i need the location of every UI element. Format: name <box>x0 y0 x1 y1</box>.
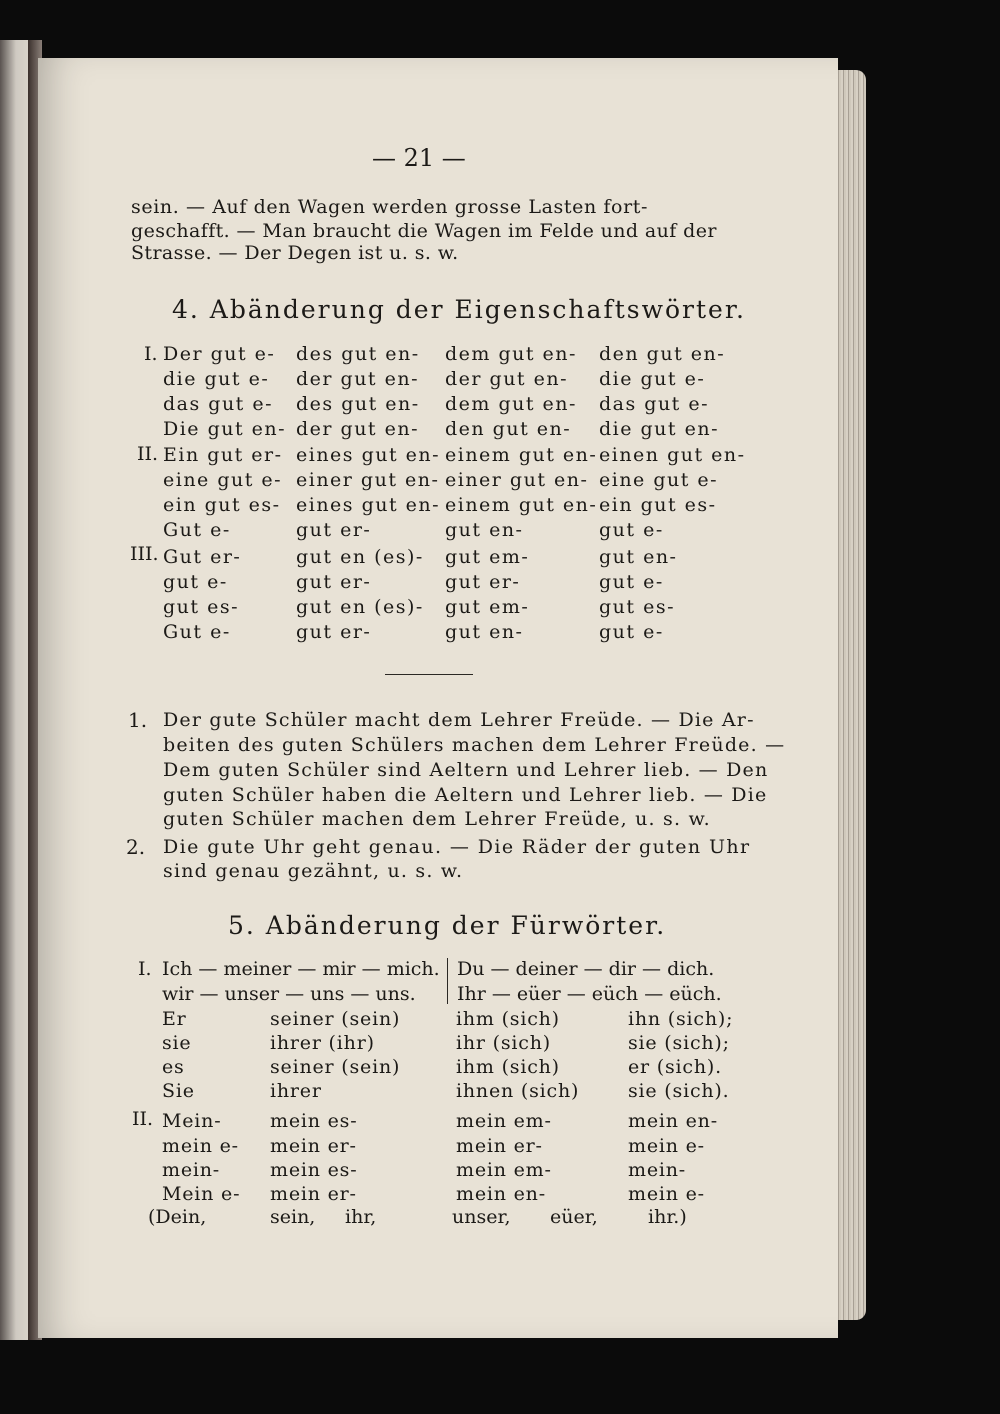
exercise-2-line-1: Die gute Uhr geht genau. — Die Räder der guten Uhr <box>163 836 751 858</box>
declension-cell: ein gut es- <box>163 494 281 516</box>
pronoun-cell: mein es- <box>270 1159 358 1181</box>
last-line-word-2: sein, <box>270 1206 316 1228</box>
declension-cell: dem gut en- <box>445 393 577 415</box>
pronoun-cell: ihrer (ihr) <box>270 1032 375 1054</box>
declension-cell: gut en (es)- <box>296 596 424 618</box>
pronoun-cell: Mein e- <box>162 1183 241 1205</box>
declension-cell: gut en (es)- <box>296 546 424 568</box>
declension-cell: die gut e- <box>163 368 270 390</box>
declension-cell: Der gut e- <box>163 343 276 365</box>
declension-cell: den gut en- <box>445 418 572 440</box>
declension-cell: gut e- <box>599 571 664 593</box>
declension-cell: der gut en- <box>296 368 420 390</box>
pronoun-cell: mein er- <box>270 1183 357 1205</box>
last-line-word-3: ihr, <box>345 1206 377 1228</box>
pronoun-cell: sie <box>162 1032 192 1054</box>
declension-cell: gut er- <box>445 571 521 593</box>
pronoun-cell: mein em- <box>456 1110 552 1132</box>
declension-cell: Die gut en- <box>163 418 287 440</box>
declension-cell: das gut e- <box>163 393 274 415</box>
declension-cell: gut er- <box>296 621 372 643</box>
declension-cell: Gut e- <box>163 621 231 643</box>
pronoun-cell: mein e- <box>162 1135 239 1157</box>
declension-cell: gut em- <box>445 546 530 568</box>
declension-cell: gut er- <box>296 519 372 541</box>
declension-cell: gut e- <box>599 519 664 541</box>
declension-cell: eines gut en- <box>296 494 441 516</box>
pronoun-second-plural: Ihr — eüer — eüch — eüch. <box>457 983 722 1005</box>
pronoun-cell: mein es- <box>270 1110 358 1132</box>
declension-cell: eine gut e- <box>599 469 719 491</box>
declension-cell: einer gut en- <box>296 469 440 491</box>
exercise-1-line-1: Der gute Schüler macht dem Lehrer Freüde. — Die Ar- <box>163 709 755 731</box>
declension-cell: gut e- <box>599 621 664 643</box>
declension-cell: ein gut es- <box>599 494 717 516</box>
pronoun-cell: Sie <box>162 1080 195 1102</box>
declension-cell: des gut en- <box>296 393 420 415</box>
declension-cell: gut er- <box>296 571 372 593</box>
declension-cell: dem gut en- <box>445 343 577 365</box>
pronoun-cell: seiner (sein) <box>270 1056 401 1078</box>
pronoun-cell: mein en- <box>456 1183 546 1205</box>
declension-cell: einem gut en- <box>445 444 598 466</box>
pronoun-cell: sie (sich). <box>628 1080 730 1102</box>
pronoun-second-singular: Du — deiner — dir — dich. <box>457 958 715 980</box>
section-5-roman-1: I. <box>138 958 152 980</box>
declension-cell: gut es- <box>163 596 239 618</box>
exercise-1-line-4: guten Schüler haben die Aeltern und Lehrer lieb. — Die <box>163 784 768 806</box>
pronoun-cell: mein en- <box>628 1110 718 1132</box>
declension-cell: einen gut en- <box>599 444 746 466</box>
pronoun-cell: mein er- <box>270 1135 357 1157</box>
last-line-word-5: eüer, <box>550 1206 598 1228</box>
exercise-1-line-2: beiten des guten Schülers machen dem Lehrer Freüde. — <box>163 734 786 756</box>
section-divider <box>385 674 473 675</box>
exercise-number-1: 1. <box>128 708 148 732</box>
pronoun-cell: ihn (sich); <box>628 1008 734 1030</box>
declension-cell: gut en- <box>599 546 678 568</box>
last-line-word-1: (Dein, <box>148 1206 207 1228</box>
declension-cell: gut em- <box>445 596 530 618</box>
exercise-2-line-2: sind genau gezähnt, u. s. w. <box>163 860 464 882</box>
pronoun-cell: ihnen (sich) <box>456 1080 580 1102</box>
pronoun-first-plural: wir — unser — uns — uns. <box>162 983 416 1005</box>
declension-cell: Ein gut er- <box>163 444 283 466</box>
pronoun-cell: seiner (sein) <box>270 1008 401 1030</box>
exercise-number-2: 2. <box>126 835 146 859</box>
exercise-1-line-5: guten Schüler machen dem Lehrer Freüde, u. s. w. <box>163 808 711 830</box>
section-4-roman-3: III. <box>130 543 159 565</box>
pronoun-cell: mein- <box>628 1159 686 1181</box>
section-5-roman-2: II. <box>132 1108 154 1130</box>
pronoun-cell: ihr (sich) <box>456 1032 551 1054</box>
declension-cell: der gut en- <box>445 368 569 390</box>
exercise-1-line-3: Dem guten Schüler sind Aeltern und Lehrer lieb. — Den <box>163 759 769 781</box>
pronoun-cell: mein- <box>162 1159 220 1181</box>
pronoun-cell: ihm (sich) <box>456 1056 560 1078</box>
section-4-title: 4. Abänderung der Eigenschaftswörter. <box>172 295 746 324</box>
declension-cell: Gut e- <box>163 519 231 541</box>
pronoun-first-singular: Ich — meiner — mir — mich. <box>162 958 440 980</box>
intro-line-3: Strasse. — Der Degen ist u. s. w. <box>131 242 459 264</box>
pronoun-cell: ihrer <box>270 1080 322 1102</box>
section-4-roman-2: II. <box>137 443 159 465</box>
intro-line-1: sein. — Auf den Wagen werden grosse Lasten fort- <box>131 196 649 218</box>
declension-cell: die gut e- <box>599 368 706 390</box>
intro-line-2: geschafft. — Man braucht die Wagen im Felde und auf der <box>131 220 717 242</box>
declension-cell: einer gut en- <box>445 469 589 491</box>
pronoun-cell: Er <box>162 1008 187 1030</box>
declension-cell: eines gut en- <box>296 444 441 466</box>
declension-cell: eine gut e- <box>163 469 283 491</box>
declension-cell: gut en- <box>445 519 524 541</box>
pronoun-cell: mein e- <box>628 1135 705 1157</box>
pronoun-cell: sie (sich); <box>628 1032 730 1054</box>
declension-cell: den gut en- <box>599 343 726 365</box>
pronoun-cell: es <box>162 1056 185 1078</box>
pronoun-cell: er (sich). <box>628 1056 722 1078</box>
pronoun-cell: Mein- <box>162 1110 222 1132</box>
declension-cell: einem gut en- <box>445 494 598 516</box>
page-number: — 21 — <box>372 144 466 172</box>
declension-cell: gut en- <box>445 621 524 643</box>
pronoun-cell: mein em- <box>456 1159 552 1181</box>
section-5-title: 5. Abänderung der Fürwörter. <box>228 911 667 940</box>
declension-cell: das gut e- <box>599 393 710 415</box>
declension-cell: gut es- <box>599 596 675 618</box>
pronoun-cell: mein e- <box>628 1183 705 1205</box>
declension-cell: Gut er- <box>163 546 242 568</box>
declension-cell: der gut en- <box>296 418 420 440</box>
declension-cell: die gut en- <box>599 418 719 440</box>
last-line-word-6: ihr.) <box>648 1206 687 1228</box>
declension-cell: gut e- <box>163 571 228 593</box>
pronoun-divider <box>447 958 448 1004</box>
declension-cell: des gut en- <box>296 343 420 365</box>
pronoun-cell: mein er- <box>456 1135 543 1157</box>
last-line-word-4: unser, <box>452 1206 511 1228</box>
pronoun-cell: ihm (sich) <box>456 1008 560 1030</box>
section-4-roman-1: I. <box>144 343 158 365</box>
